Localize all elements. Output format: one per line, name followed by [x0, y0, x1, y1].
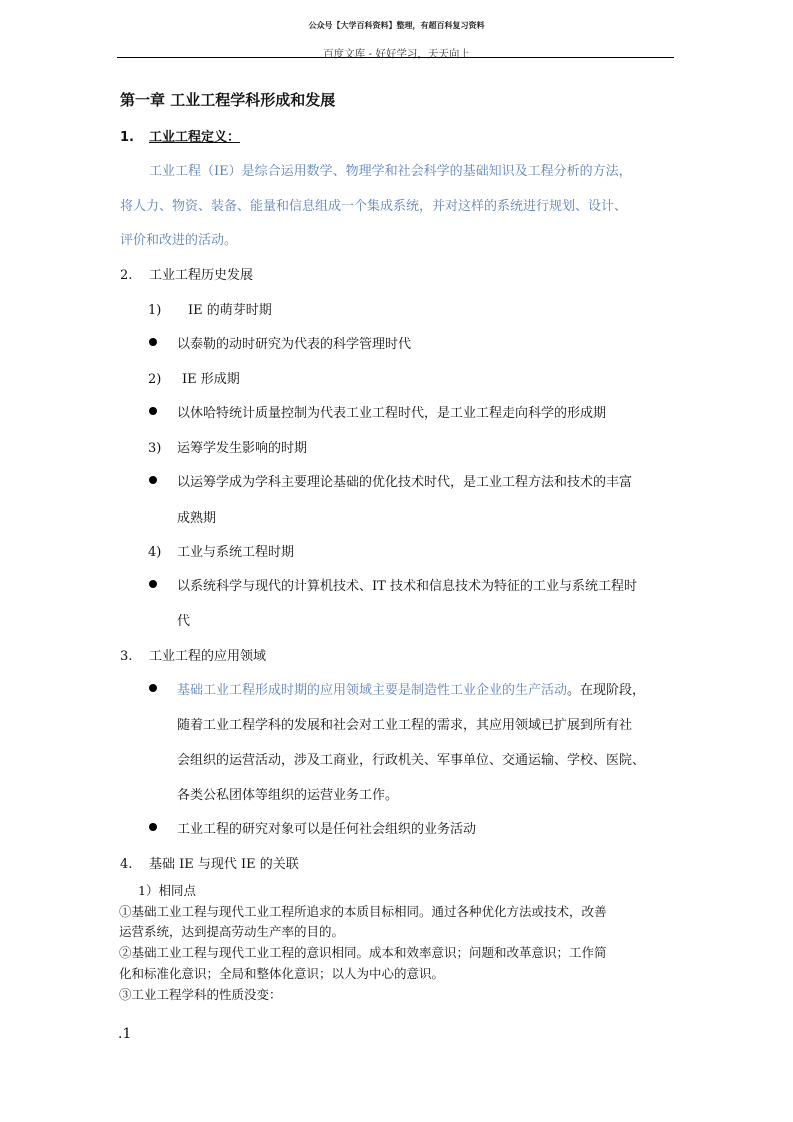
top-note: 公众号【大学百科资料】整理，有超百科复习资料 — [308, 20, 485, 30]
period-item-4 — [148, 541, 294, 560]
definition-line-1: 工业工程（IE）是综合运用数学、物理学和社会科学的基础知识及工程分析的方法， — [149, 164, 632, 179]
period-item-3 — [148, 437, 307, 456]
plain-text: 。在现阶段， — [567, 683, 646, 698]
bullet-icon — [149, 338, 157, 346]
similarity-line-2: 运营系统，达到提高劳动生产率的目的。 — [119, 924, 345, 939]
item-text: IE 形成期 — [182, 372, 240, 387]
item-text: IE 的萌芽时期 — [188, 303, 272, 318]
similarity-line-1: ①基础工业工程与现代工业工程所追求的本质目标相同。通过各种优化方法或技术，改善 — [119, 904, 607, 919]
page-number: .1 — [118, 1026, 132, 1042]
period-item-2 — [148, 368, 240, 387]
application-bullet-line-3: 会组织的运营活动，涉及工商业，行政机关、军事单位、交通运输、学校、医院、 — [177, 753, 646, 768]
bullet-text-line-2: 代 — [177, 614, 191, 629]
bullet-text: 以休哈特统计质量控制为代表工业工程时代，是工业工程走向科学的形成期 — [177, 406, 607, 421]
bullet-icon — [149, 823, 157, 831]
bullet-text-line-1: 以运筹学成为学科主要理论基础的优化技术时代，是工业工程方法和技术的丰富 — [177, 475, 633, 490]
item-number: 2) — [148, 372, 162, 387]
section-title: 基础 IE 与现代 IE 的关联 — [149, 857, 299, 872]
application-bullet-line-2: 随着工业工程学科的发展和社会对工业工程的需求，其应用领域已扩展到所有社 — [177, 718, 633, 733]
item-text: 工业与系统工程时期 — [177, 545, 295, 560]
section-title: 工业工程的应用领域 — [149, 649, 267, 664]
bullet-text-line-1: 以系统科学与现代的计算机技术、IT 技术和信息技术为特征的工业与系统工程时 — [177, 579, 637, 594]
section-number: 2. — [120, 268, 133, 283]
highlighted-text: 基础工业工程形成时期的应用领域主要是制造性工业企业的生产活动 — [177, 683, 568, 698]
page-header: 百度文库 - 好好学习，天天向上 — [323, 48, 470, 60]
section-title: 工业工程定义： — [149, 130, 241, 145]
application-bullet-line-4: 各类公私团体等组织的运营业务工作。 — [177, 788, 399, 803]
research-object-bullet: 工业工程的研究对象可以是任何社会组织的业务活动 — [177, 822, 477, 837]
sub-title-similarities: 1）相同点 — [138, 883, 196, 898]
period-item-1 — [148, 299, 272, 318]
item-number: 4) — [148, 545, 162, 560]
section-title: 工业工程历史发展 — [149, 268, 254, 283]
section-2-heading — [120, 264, 253, 283]
section-number: 3. — [120, 649, 133, 664]
header-rule — [117, 57, 674, 58]
bullet-icon — [149, 407, 157, 415]
bullet-icon — [149, 476, 157, 484]
bullet-icon — [149, 684, 157, 692]
section-1-heading — [120, 126, 240, 145]
bullet-text: 以泰勒的动时研究为代表的科学管理时代 — [177, 337, 412, 352]
bullet-text-line-2: 成熟期 — [177, 511, 217, 526]
section-number: 4. — [120, 857, 133, 872]
bullet-icon — [149, 580, 157, 588]
application-bullet-line-1 — [177, 679, 645, 698]
section-3-heading — [120, 645, 266, 664]
item-number: 3) — [148, 441, 162, 456]
chapter-title: 第一章 工业工程学科形成和发展 — [120, 91, 336, 109]
section-4-heading — [120, 853, 299, 872]
item-text: 运筹学发生影响的时期 — [177, 441, 308, 456]
similarity-line-3: ②基础工业工程与现代工业工程的意识相同。成本和效率意识；问题和改革意识；工作简 — [119, 945, 607, 960]
similarity-line-4: 化和标准化意识；全局和整体化意识；以人为中心的意识。 — [119, 966, 445, 981]
definition-line-3: 评价和改进的活动。 — [120, 233, 238, 248]
section-number: 1. — [120, 130, 134, 145]
similarity-line-5: ③工业工程学科的性质没变： — [119, 987, 282, 1002]
definition-line-2: 将人力、物资、装备、能量和信息组成一个集成系统，并对这样的系统进行规划、设计、 — [120, 199, 628, 214]
item-number: 1) — [148, 303, 162, 318]
